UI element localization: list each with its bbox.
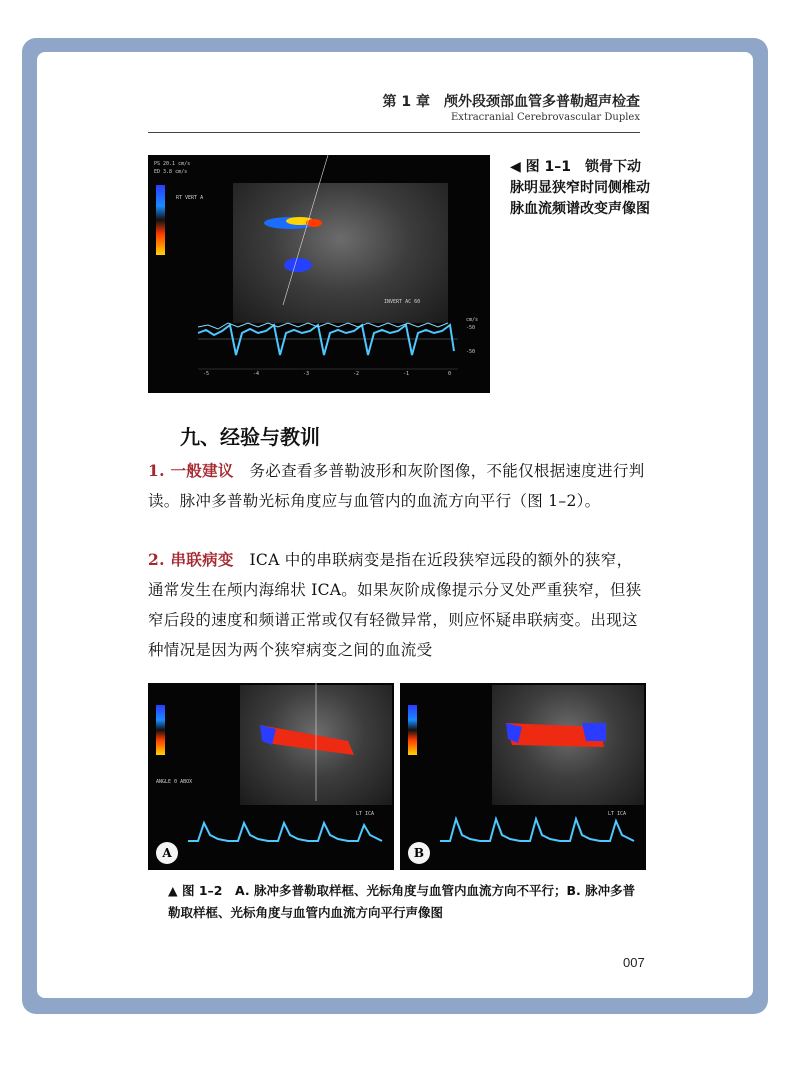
doppler-overlay [148, 155, 490, 393]
figure-1-2-caption: ▲ 图 1–2 A. 脉冲多普勒取样框、光标角度与血管内血流方向不平行；B. 脉冲多普勒取样框、光标角度与血管内血流方向平行声像图 [168, 883, 636, 920]
overlay-vessel-label: RT VERT A [176, 195, 204, 201]
time-tick: -4 [253, 371, 260, 377]
time-tick: -1 [403, 371, 410, 377]
paragraph-tandem-lesion [148, 545, 648, 665]
paragraph-lead: 1. 一般建议 [148, 461, 234, 480]
running-header-chinese: 第 1 章 颅外段颈部血管多普勒超声检查 [382, 94, 640, 110]
scale-bottom: -50 [466, 349, 476, 355]
figure-1-1-ultrasound-image [148, 155, 490, 393]
overlay-ps: PS 20.1 cm/s [154, 161, 191, 167]
doppler-overlay [400, 683, 646, 870]
overlay-invert: INVERT AC 60 [384, 299, 421, 305]
overlay-vessel: LT ICA [608, 811, 627, 817]
figure-1-2-panel-b [400, 683, 646, 870]
time-tick: -3 [303, 371, 310, 377]
paragraph-text: ICA 中的串联病变是指在近段狭窄远段的额外的狭窄，通常发生在颅内海绵状 ICA。如果灰阶成像提示分叉处严重狭窄，但狭窄后段的速度和频谱正常或仅有轻微异常，则应怀疑串联病变。出现这种情况是因为两个狭窄病变之间的血流受 [148, 551, 642, 659]
figure-1-2-panel-a [148, 683, 394, 870]
panel-label-a: A [156, 842, 178, 864]
doppler-overlay [148, 683, 394, 870]
scale-top: -50 [466, 325, 476, 331]
section-heading: 九、经验与教训 [180, 425, 320, 449]
overlay-ed: ED 3.8 cm/s [154, 169, 188, 175]
scale-unit: cm/s [466, 317, 479, 323]
time-tick: 0 [448, 371, 452, 377]
figure-1-1-caption: ◀ 图 1–1 锁骨下动脉明显狭窄时同侧椎动脉血流频谱改变声像图 [510, 159, 650, 217]
paragraph-general-advice [148, 456, 648, 516]
paragraph-text: 务必查看多普勒波形和灰阶图像，不能仅根据速度进行判读。脉冲多普勒光标角度应与血管内的血流方向平行（图 1–2）。 [148, 462, 645, 510]
panel-label-b: B [408, 842, 430, 864]
overlay-vessel: LT ICA [356, 811, 375, 817]
running-header-english: Extracranial Cerebrovascular Duplex [450, 112, 640, 123]
header-rule [148, 132, 640, 133]
paragraph-lead: 2. 串联病变 [148, 550, 234, 569]
overlay-angle: ANGLE 0 ABOX [156, 779, 193, 785]
time-tick: -5 [203, 371, 210, 377]
page-number: 007 [623, 955, 645, 970]
time-tick: -2 [353, 371, 360, 377]
